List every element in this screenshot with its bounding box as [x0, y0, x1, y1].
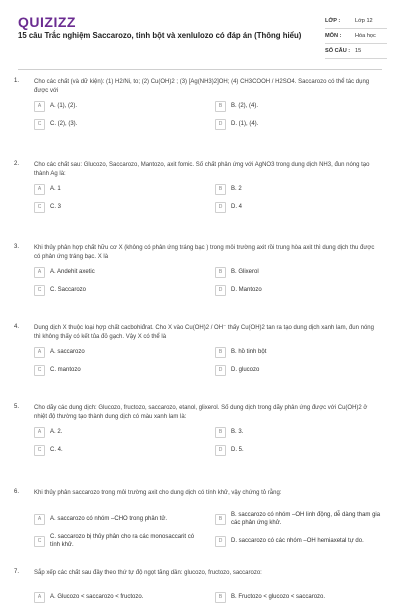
option-letter-box: B [215, 267, 226, 278]
option-letter-box: C [34, 536, 45, 547]
option-letter-box: D [215, 365, 226, 376]
worksheet-header [0, 0, 400, 68]
option-letter-box: A [34, 514, 45, 525]
option-text: A. saccarozo có nhóm –CHO trong phân tử. [50, 516, 168, 522]
answer-options [34, 266, 382, 296]
option-text: B. 2 [231, 186, 242, 192]
option-letter-box: D [215, 285, 226, 296]
answer-option[interactable] [215, 511, 382, 527]
option-letter-box: A [34, 101, 45, 112]
option-text: C. (2), (3). [50, 121, 78, 127]
option-letter-box: A [34, 184, 45, 195]
answer-option[interactable] [215, 346, 382, 358]
option-letter-box: C [34, 445, 45, 456]
answer-options [34, 591, 382, 603]
option-text: C. Saccarozo [50, 287, 87, 293]
option-letter-box: B [215, 592, 226, 603]
answer-option[interactable] [215, 183, 382, 195]
answer-options [34, 100, 382, 130]
question-text: Cho các chất (và dữ kiện): (1) H2/Ni, to; (2) Cu(OH)2 ; (3) [Ag(NH3)2]OH; (4) CH3COOH / H2SO4. Saccarozo có thể tác dụng được với [34, 79, 370, 94]
answer-option[interactable] [34, 100, 201, 112]
meta-value: Hóa học [355, 33, 376, 39]
option-letter-box: D [215, 536, 226, 547]
option-text: B. Glixerol [231, 269, 259, 275]
option-text: D. 4 [231, 204, 243, 210]
meta-value: Lớp 12 [355, 18, 373, 24]
question-block [0, 244, 400, 296]
meta-value: 15 [355, 48, 362, 54]
meta-row-class [325, 14, 387, 29]
option-letter-box: C [34, 202, 45, 213]
option-letter-box: B [215, 514, 226, 525]
answer-options [34, 511, 382, 549]
meta-label: LỚP : [325, 18, 341, 24]
option-text: C. 3 [50, 204, 62, 210]
question-text: Sắp xếp các chất sau đây theo thứ tự độ ngọt tăng dần: glucozo, fructozo, saccarozo: [34, 570, 262, 576]
answer-option[interactable] [215, 426, 382, 438]
meta-label: MÔN : [325, 33, 342, 39]
answer-option[interactable] [34, 591, 201, 603]
question-number: 5. [14, 404, 20, 410]
option-text: A. Glucozo < saccarozo < fructozo. [50, 594, 144, 600]
question-block [0, 78, 400, 130]
option-text: D. (1), (4). [231, 121, 259, 127]
option-text: C. 4. [50, 447, 63, 453]
meta-row-subject [325, 29, 387, 44]
option-text: A. (1), (2). [50, 103, 78, 109]
answer-option[interactable] [34, 533, 201, 549]
answer-option[interactable] [215, 266, 382, 278]
question-block [0, 324, 400, 376]
answer-option[interactable] [215, 444, 382, 456]
option-text: B. 3. [231, 429, 244, 435]
option-letter-box: C [34, 285, 45, 296]
option-text: D. glucozo [231, 367, 260, 373]
question-number: 6. [14, 489, 20, 495]
quizizz-logo: QUIZIZZ [18, 14, 76, 30]
question-text: Cho các chất sau: Glucozo, Saccarozo, Mantozo, axit fomic. Số chất phản ứng với AgNO3 trong dung dịch NH3, đun nóng tạo thành Ag là: [34, 162, 370, 177]
option-letter-box: B [215, 101, 226, 112]
option-text: D. saccarozo có các nhóm –OH hemiaxetal tự do. [231, 538, 364, 544]
question-number: 4. [14, 324, 20, 330]
option-text: B. hồ tinh bột [231, 349, 267, 355]
answer-option[interactable] [215, 591, 382, 603]
question-block [0, 489, 400, 549]
answer-option[interactable] [34, 201, 201, 213]
answer-option[interactable] [34, 511, 201, 527]
answer-option[interactable] [34, 118, 201, 130]
answer-options [34, 183, 382, 213]
option-letter-box: A [34, 427, 45, 438]
option-text: D. 5. [231, 447, 244, 453]
option-letter-box: C [34, 365, 45, 376]
worksheet-meta [325, 14, 387, 59]
option-text: B. Fructozo < glucozo < saccarozo. [231, 594, 326, 600]
option-text: C. saccarozo bị thủy phân cho ra các monosaccarit có tính khử. [50, 534, 195, 548]
option-text: A. 1 [50, 186, 61, 192]
answer-options [34, 346, 382, 376]
option-letter-box: B [215, 184, 226, 195]
question-block [0, 404, 400, 456]
option-text: D. Mantozo [231, 287, 262, 293]
option-text: B. saccarozo có nhóm –OH linh động, dễ dàng tham gia các phản ứng khử. [231, 512, 381, 526]
answer-option[interactable] [215, 364, 382, 376]
question-number: 2. [14, 161, 20, 167]
answer-option[interactable] [215, 284, 382, 296]
option-letter-box: B [215, 347, 226, 358]
option-letter-box: D [215, 202, 226, 213]
meta-label: SỐ CÂU : [325, 48, 351, 54]
question-text: Khi thủy phân saccarozo trong môi trường axit cho dung dịch có tính khử, vậy chứng tỏ rằng: [34, 490, 282, 496]
question-text: Dung dịch X thuộc loại hợp chất cacbohiđrat. Cho X vào Cu(OH)2 / OH⁻ thấy Cu(OH)2 tan ra tạo dung dịch xanh lam, đun nóng thì không thấy có kết tủa đỏ gạch. Vậy X có thể là [34, 325, 374, 340]
question-number: 3. [14, 244, 20, 250]
option-letter-box: D [215, 445, 226, 456]
option-text: A. Andehit axetic [50, 269, 95, 275]
question-text: Khi thủy phân hợp chất hữu cơ X (không có phản ứng tráng bạc ) trong môi trường axit rồi trung hòa axit thì dung dịch thu được có phản ứng tráng bạc. X là [34, 245, 375, 260]
header-divider [18, 69, 382, 70]
option-text: B. (2), (4). [231, 103, 259, 109]
option-text: A. 2. [50, 429, 63, 435]
answer-option[interactable] [34, 426, 201, 438]
answer-option[interactable] [215, 118, 382, 130]
worksheet-title: 15 câu Trắc nghiệm Saccarozo, tinh bột và xenlulozo có đáp án (Thông hiểu) [18, 31, 302, 40]
option-text: A. saccarozo [50, 349, 85, 355]
meta-row-count [325, 44, 387, 59]
answer-option[interactable] [34, 444, 201, 456]
answer-option[interactable] [215, 100, 382, 112]
answer-option[interactable] [34, 364, 201, 376]
answer-option[interactable] [34, 284, 201, 296]
option-letter-box: A [34, 347, 45, 358]
option-letter-box: A [34, 267, 45, 278]
option-text: C. mantozo [50, 367, 81, 373]
answer-option[interactable] [34, 183, 201, 195]
option-letter-box: A [34, 592, 45, 603]
question-text: Cho dãy các dung dịch: Glucozo, fructozo, saccarozo, etanol, glixerol. Số dung dịch trong dãy phản ứng được với Cu(OH)2 ở nhiệt độ thường tạo thành dung dịch có màu xanh lam là: [34, 405, 368, 420]
question-number: 1. [14, 78, 20, 84]
option-letter-box: D [215, 119, 226, 130]
question-block [0, 161, 400, 213]
answer-option[interactable] [215, 201, 382, 213]
question-block [0, 569, 400, 603]
answer-option[interactable] [34, 266, 201, 278]
answer-option[interactable] [215, 533, 382, 549]
answer-options [34, 426, 382, 456]
answer-option[interactable] [34, 346, 201, 358]
question-number: 7. [14, 569, 20, 575]
option-letter-box: B [215, 427, 226, 438]
option-letter-box: C [34, 119, 45, 130]
